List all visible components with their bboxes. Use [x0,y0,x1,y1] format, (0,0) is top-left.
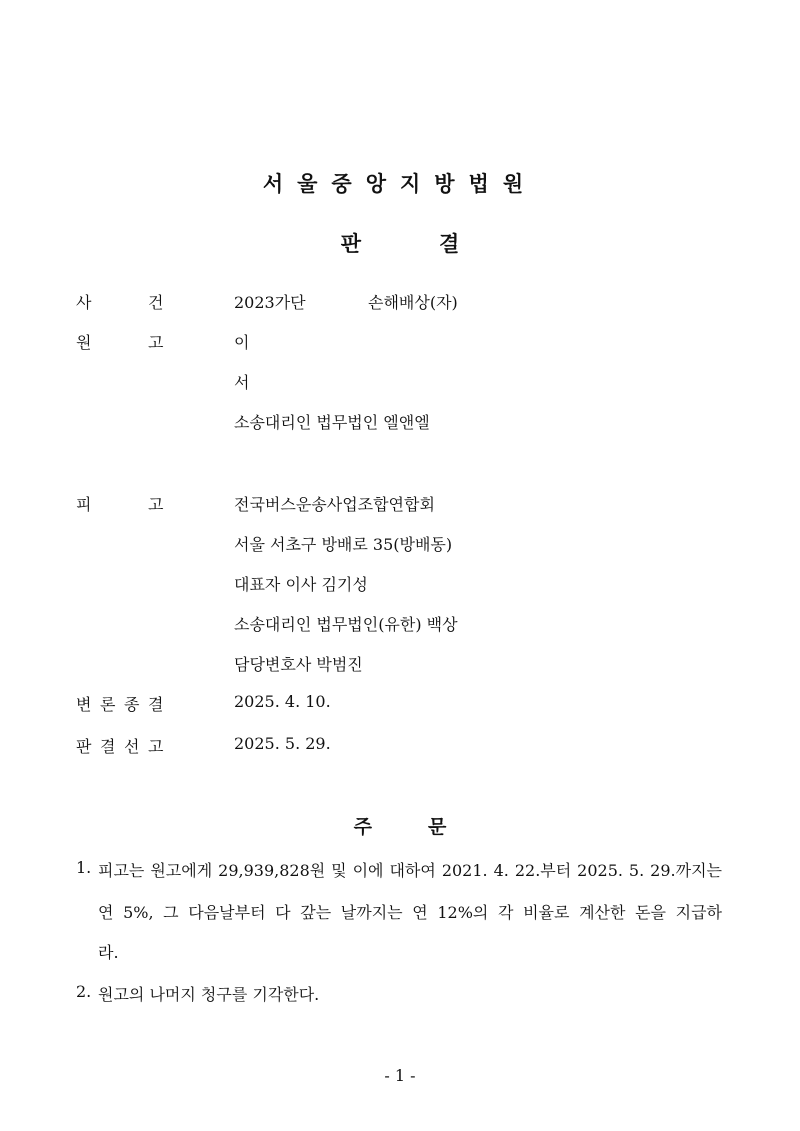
judgment-label-char: 판 [76,737,92,756]
order-section-title [0,812,800,839]
judgment-date-label [76,734,163,757]
plaintiff-counsel: 소송대리인 법무법인 엘앤엘 [234,413,430,432]
judgment-label-char: 선 [124,737,140,756]
plaintiff-line: 이 [234,333,250,352]
closing-label-char: 결 [148,695,164,714]
defendant-label [76,492,91,515]
defendant-label-2 [148,492,163,515]
closing-date-label [76,692,163,715]
case-number: 2023가단 [234,293,306,312]
document-title-second: 결 [439,232,460,256]
page-number: - 1 - [384,1066,416,1085]
defendant-label-char-2: 고 [148,495,164,514]
order-text-line: 피고는 원고에게 29,939,828원 및 이에 대하여 2021. 4. 22.부터 2025. 5. 29.까지는 [98,861,722,880]
order-text-line: 원고의 나머지 청구를 기각한다. [98,985,320,1004]
order-number: 2. [76,982,92,1001]
defendant-name: 전국버스운송사업조합연합회 [234,495,435,514]
order-text-line: 라. [98,943,119,962]
defendant-label-char-1: 피 [76,495,92,514]
defendant-representative: 대표자 이사 김기성 [234,575,368,594]
judgment-label-char: 결 [100,737,116,756]
plaintiff-line: 서 [234,373,250,392]
order-title-first: 주 [353,816,372,838]
case-label [76,290,91,313]
defendant-address: 서울 서초구 방배로 35(방배동) [234,535,453,554]
document-title-first: 판 [340,232,361,256]
judgment-label-char: 고 [148,737,164,756]
judgment-date-value: 2025. 5. 29. [234,734,331,753]
case-name: 손해배상(자) [368,293,458,312]
plaintiff-label-char-1: 원 [76,333,92,352]
defendant-counsel: 소송대리인 법무법인(유한) 백상 [234,615,458,634]
closing-label-char: 론 [100,695,116,714]
court-name: 서울중앙지방법원 [262,172,538,196]
closing-label-char: 변 [76,695,92,714]
plaintiff-label [76,330,91,353]
plaintiff-label-2 [148,330,163,353]
order-text-line: 연 5%, 그 다음날부터 다 갚는 날까지는 연 12%의 각 비율로 계산한 돈을 지급하 [98,903,722,922]
closing-date-value: 2025. 4. 10. [234,692,331,711]
document-title [0,228,800,258]
case-label-2 [148,290,163,313]
plaintiff-label-char-2: 고 [148,333,164,352]
defendant-attorney: 담당변호사 박범진 [234,655,363,674]
order-title-second: 문 [428,816,447,838]
case-label-char-2: 건 [148,293,164,312]
case-label-char-1: 사 [76,293,92,312]
order-number: 1. [76,858,92,877]
closing-label-char: 종 [124,695,140,714]
